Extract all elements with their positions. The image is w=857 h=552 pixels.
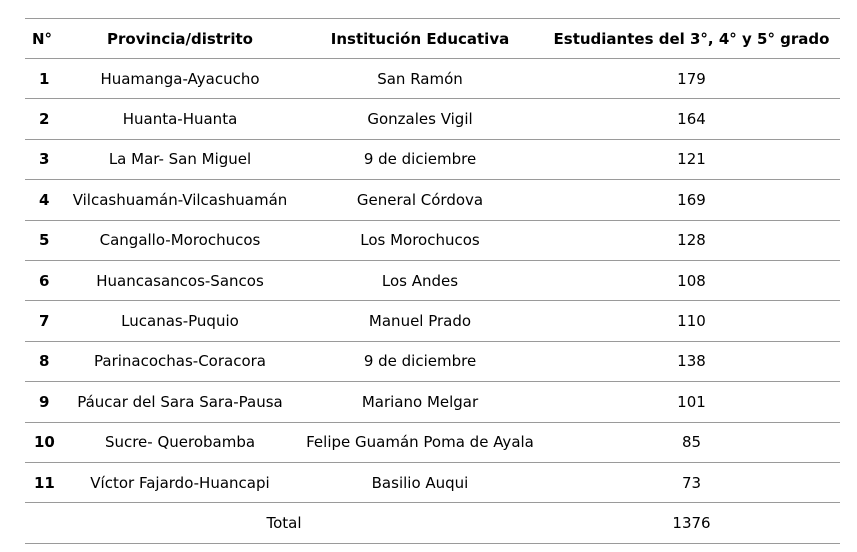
- table-row: [25, 99, 840, 139]
- header-institucion-educativa: Institución Educativa: [330, 29, 510, 48]
- row-institucion: Los Andes: [381, 271, 459, 290]
- row-estudiantes: 128: [677, 231, 706, 250]
- table-row: [25, 59, 840, 99]
- table-body: [25, 59, 840, 544]
- total-label: Total: [266, 513, 302, 532]
- row-estudiantes: 179: [677, 69, 706, 88]
- row-provincia: Huanta-Huanta: [122, 110, 238, 129]
- row-provincia: Vilcashuamán-Vilcashuamán: [72, 190, 288, 209]
- row-number: 8: [39, 352, 50, 371]
- row-provincia: La Mar- San Miguel: [108, 150, 252, 169]
- row-institucion: Los Morochucos: [360, 231, 480, 250]
- table-row: [25, 180, 840, 220]
- table-row: [25, 301, 840, 341]
- row-provincia: Lucanas-Puquio: [121, 312, 239, 331]
- row-estudiantes: 73: [681, 473, 702, 492]
- header-number: N°: [32, 29, 53, 48]
- row-institucion: Gonzales Vigil: [367, 110, 473, 129]
- row-number: 11: [34, 473, 55, 492]
- row-institucion: General Córdova: [356, 190, 484, 209]
- row-institucion: Manuel Prado: [368, 312, 472, 331]
- row-number: 1: [39, 69, 50, 88]
- students-table-container: [25, 18, 840, 544]
- row-estudiantes: 85: [681, 433, 702, 452]
- table-row: [25, 341, 840, 381]
- row-number: 3: [39, 150, 50, 169]
- table-row: [25, 139, 840, 179]
- row-number: 10: [34, 433, 55, 452]
- students-table: [25, 18, 840, 544]
- table-row: [25, 462, 840, 502]
- row-institucion: Mariano Melgar: [361, 392, 479, 411]
- header-provincia-distrito: Provincia/distrito: [107, 29, 253, 48]
- row-provincia: Huamanga-Ayacucho: [100, 69, 260, 88]
- row-provincia: Sucre- Querobamba: [104, 433, 256, 452]
- row-number: 6: [39, 271, 50, 290]
- row-provincia: Parinacochas-Coracora: [94, 352, 266, 371]
- row-institucion: 9 de diciembre: [363, 352, 477, 371]
- row-estudiantes: 110: [677, 312, 706, 331]
- row-provincia: Páucar del Sara Sara-Pausa: [77, 392, 283, 411]
- row-provincia: Huancasancos-Sancos: [96, 271, 264, 290]
- row-number: 7: [39, 312, 50, 331]
- table-header: [25, 19, 840, 59]
- table-row: [25, 260, 840, 300]
- row-provincia: Víctor Fajardo-Huancapi: [90, 473, 270, 492]
- row-estudiantes: 108: [677, 271, 706, 290]
- row-estudiantes: 121: [677, 150, 706, 169]
- row-institucion: San Ramón: [377, 69, 463, 88]
- table-row: [25, 382, 840, 422]
- row-estudiantes: 101: [677, 392, 706, 411]
- row-institucion: 9 de diciembre: [363, 150, 477, 169]
- header-estudiantes: Estudiantes del 3°, 4° y 5° grado: [553, 29, 830, 48]
- row-number: 2: [39, 110, 50, 129]
- table-row: [25, 422, 840, 462]
- header-row: [25, 19, 840, 59]
- row-institucion: Basilio Auqui: [371, 473, 469, 492]
- row-number: 9: [39, 392, 50, 411]
- table-row: [25, 220, 840, 260]
- total-value: 1376: [672, 513, 711, 532]
- row-number: 5: [39, 231, 50, 250]
- row-estudiantes: 138: [677, 352, 706, 371]
- row-estudiantes: 169: [677, 190, 706, 209]
- row-institucion: Felipe Guamán Poma de Ayala: [306, 433, 534, 452]
- row-provincia: Cangallo-Morochucos: [99, 231, 261, 250]
- total-row: [25, 503, 840, 543]
- row-estudiantes: 164: [677, 110, 706, 129]
- row-number: 4: [39, 190, 50, 209]
